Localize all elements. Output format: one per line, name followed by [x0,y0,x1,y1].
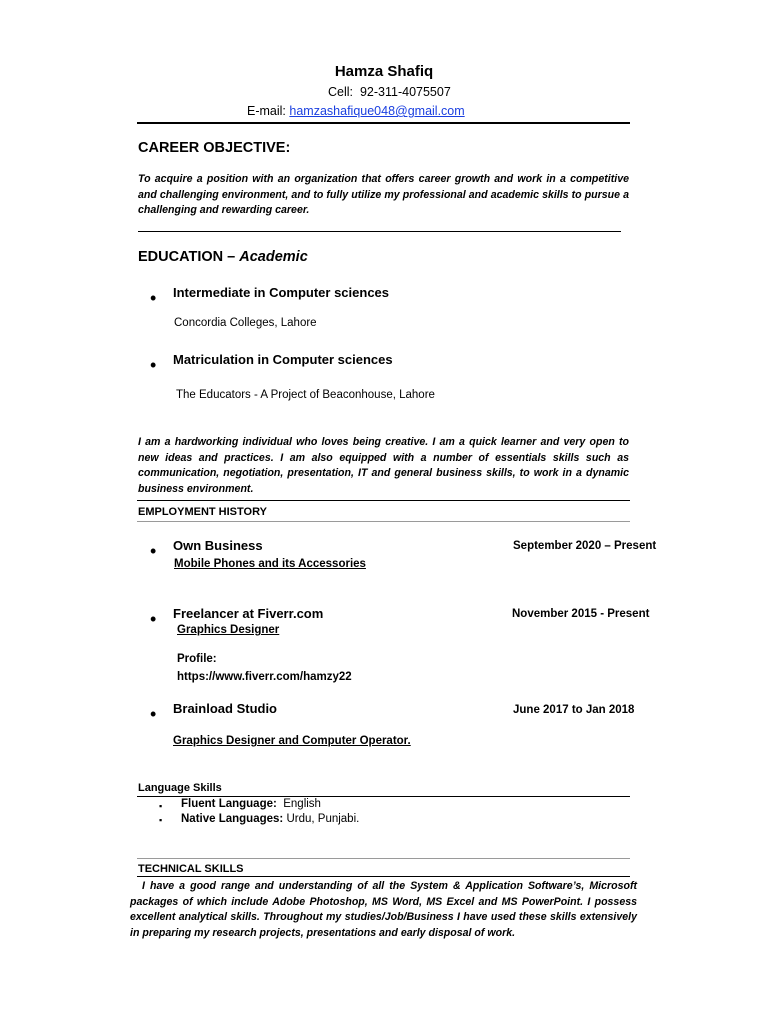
employment-item-date: November 2015 - Present [512,608,650,620]
bullet-icon: • [150,609,157,629]
cell-label: Cell: [328,85,354,99]
language-item [181,813,359,825]
education-item-institution: Concordia Colleges, Lahore [174,317,317,329]
language-item-value: Urdu, Punjabi. [286,813,360,825]
employment-heading: EMPLOYMENT HISTORY [138,506,267,518]
language-item-value: English [283,798,321,810]
education-heading-sub: Academic [239,249,308,265]
employment-item-title: Brainload Studio [173,701,277,716]
profile-label: Profile: [177,653,217,665]
career-objective-heading: CAREER OBJECTIVE: [138,140,291,156]
technical-divider [137,876,630,877]
profile-url-link[interactable]: https://www.fiverr.com/hamzy22 [177,671,352,683]
cell-row [328,85,451,99]
email-label: E-mail: [247,104,286,118]
header-divider [137,122,630,124]
square-bullet-icon: ▪ [159,815,163,825]
square-bullet-icon: ▪ [159,801,163,811]
language-divider [137,796,630,797]
employment-item-title: Freelancer at Fiverr.com [173,606,324,621]
education-heading-main: EDUCATION – [138,249,240,265]
language-item-label: Fluent Language: [181,798,277,810]
education-item-institution: The Educators - A Project of Beaconhouse, Lahore [176,389,435,401]
bullet-icon: • [150,541,157,561]
employment-item-role: Graphics Designer [177,624,280,636]
employment-divider [137,521,630,522]
candidate-name: Hamza Shafiq [334,63,434,80]
language-item [181,798,321,810]
technical-top-divider [137,858,630,859]
email-link[interactable]: hamzashafique048@gmail.com [289,104,465,118]
employment-item-date: September 2020 – Present [513,540,657,552]
employment-item-role: Graphics Designer and Computer Operator. [173,735,411,747]
employment-item-date: June 2017 to Jan 2018 [513,704,635,716]
cell-value: 92-311-4075507 [359,85,451,99]
summary-text: I am a hardworking individual who loves being creative. I am a quick learner and very open to new ideas and practices. I am also equipped with a number of essentials skills such as communication, negotiation, presentation, IT and general business skills, to work in a dynamic business environment. [138,436,629,495]
employment-item-role: Mobile Phones and its Accessories [174,558,366,570]
technical-heading: TECHNICAL SKILLS [138,863,244,875]
language-heading: Language Skills [138,782,222,794]
bullet-icon: • [150,355,157,375]
technical-text: I have a good range and understanding of all the System & Application Software’s, Microsoft packages of which include Adobe Photoshop, MS Word, MS Excel and MS PowerPoint. I possess excellent analytical skills. Throughout my studies/Job/Business I have used these skills extensively in preparing my research projects, presentations and early disposal of work. [130,880,637,939]
bullet-icon: • [150,288,157,308]
employment-item-title: Own Business [173,538,263,553]
bullet-icon: • [150,704,157,724]
education-heading [138,249,308,265]
language-item-label: Native Languages: [181,813,284,825]
email-row [247,104,465,118]
career-divider [138,231,621,232]
career-objective-text: To acquire a position with an organization that offers career growth and work in a competitive and challenging environment, and to fully utilize my professional and academic skills to pursue a challenging and rewarding career. [138,173,629,216]
summary-divider [137,500,630,501]
education-item-title: Intermediate in Computer sciences [173,285,390,300]
education-item-title: Matriculation in Computer sciences [173,352,393,367]
